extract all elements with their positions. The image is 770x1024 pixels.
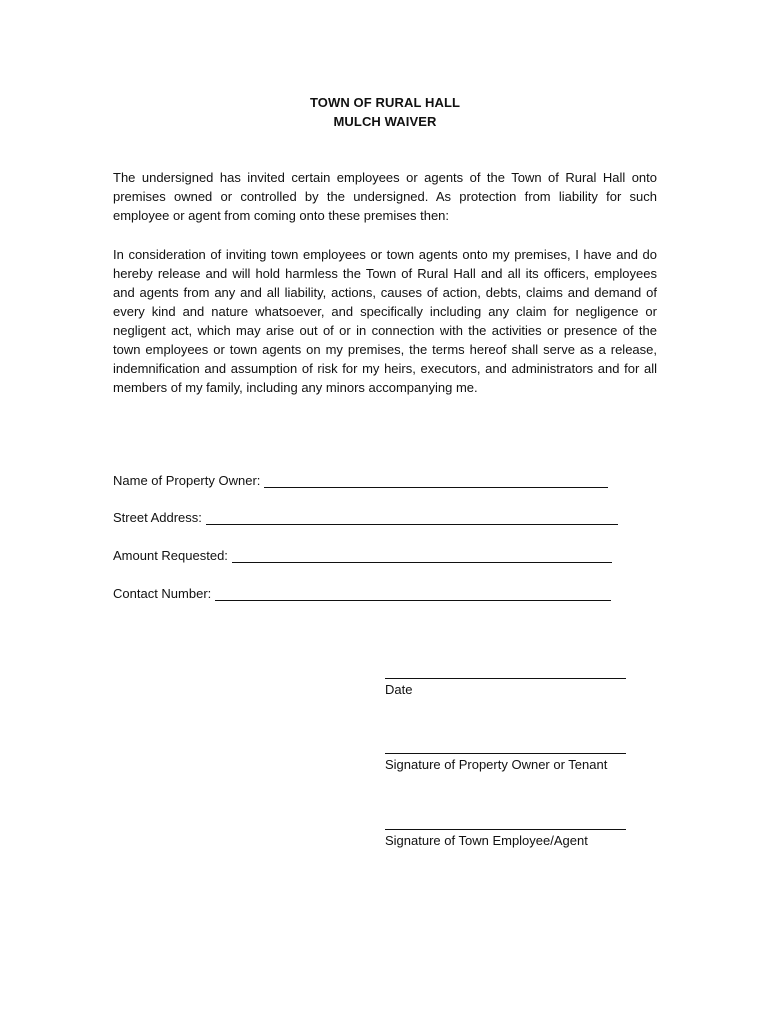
amount-requested-field	[113, 548, 612, 563]
street-address-blank[interactable]	[206, 510, 618, 525]
intro-paragraph: The undersigned has invited certain employees or agents of the Town of Rural Hall onto premises owned or controlled by the undersigned. As protection from liability for such employee or agent from coming onto these premises then:	[113, 170, 657, 223]
property-owner-blank[interactable]	[264, 473, 608, 488]
employee-signature-line[interactable]	[385, 829, 626, 830]
street-address-label: Street Address:	[113, 510, 202, 525]
contact-number-label: Contact Number:	[113, 586, 212, 601]
amount-requested-label: Amount Requested:	[113, 548, 228, 563]
date-line[interactable]	[385, 678, 626, 679]
amount-requested-blank[interactable]	[232, 548, 612, 563]
street-address-field	[113, 510, 618, 525]
owner-signature-block	[385, 753, 626, 772]
property-owner-label: Name of Property Owner:	[113, 473, 261, 488]
employee-signature-block	[385, 829, 626, 848]
owner-signature-label: Signature of Property Owner or Tenant	[385, 757, 608, 772]
release-paragraph: In consideration of inviting town employees or town agents onto my premises, I have and do hereby release and will hold harmless the Town of Rural Hall and all its officers, employees and agents from any and all liability, actions, causes of action, debts, claims and demand of every kind and nature whatsoever, and specifically including any claim for negligence or negligent act, which may arise out of or in connection with the activities or presence of the town employees or town agents on my premises, the terms hereof shall serve as a release, indemnification and assumption of risk for my heirs, executors, and administrators and for all members of my family, including any minors accompanying me.	[113, 247, 657, 395]
contact-number-field	[113, 586, 611, 601]
date-label: Date	[385, 682, 413, 697]
document-title: TOWN OF RURAL HALL	[309, 95, 461, 110]
employee-signature-label: Signature of Town Employee/Agent	[385, 833, 588, 848]
document-subtitle: MULCH WAIVER	[333, 114, 437, 129]
owner-signature-line[interactable]	[385, 753, 626, 754]
property-owner-field	[113, 473, 608, 488]
contact-number-blank[interactable]	[215, 586, 611, 601]
date-signature-block	[385, 678, 626, 697]
